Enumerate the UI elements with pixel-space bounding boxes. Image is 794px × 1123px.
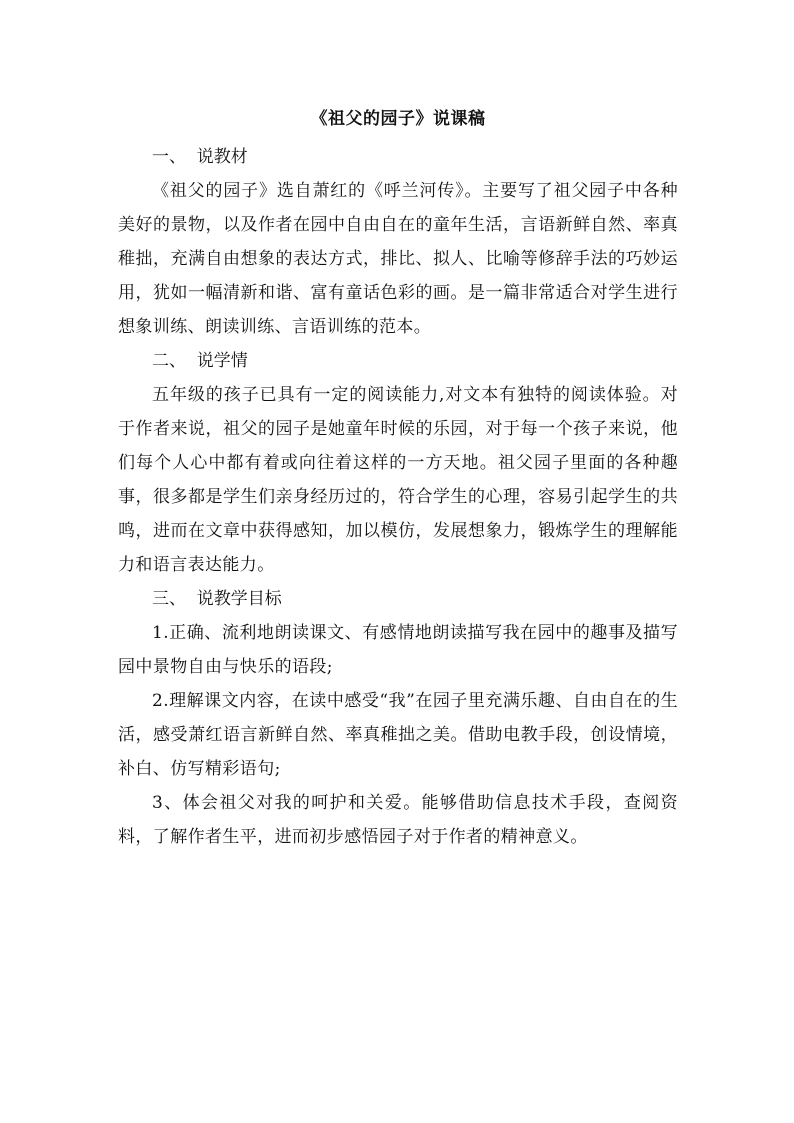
paragraph-teaching-material: 《祖父的园子》选自萧红的《呼兰河传》。主要写了祖父园子中各种美好的景物，以及作者在园中自由自在的童年生活，言语新鲜自然、率真稚拙，充满自由想象的表达方式，排比、拟人、比喻等修辞手法的巧妙运用，犹如一幅清新和谐、富有童话色彩的画。是一篇非常适合对学生进行想象训练、朗读训练、言语训练的范本。 (118, 181, 678, 337)
document-title: 《祖父的园子》说课稿 (310, 109, 486, 129)
section-heading-teaching-goals: 三、 说教学目标 (152, 589, 282, 609)
paragraph-student-situation: 五年级的孩子已具有一定的阅读能力,对文本有独特的阅读体验。对于作者来说，祖父的园子是她童年时候的乐园，对于每一个孩子来说，他们每个人心中都有着或向往着这样的一方天地。祖父园子里面的各种趣事，很多都是学生们亲身经历过的，符合学生的心理，容易引起学生的共鸣，进而在文章中获得感知，加以模仿，发展想象力，锻炼学生的理解能力和语言表达能力。 (118, 385, 678, 575)
paragraph-goal-3: 3、体会祖父对我的呵护和关爱。能够借助信息技术手段，查阅资料，了解作者生平，进而初步感悟园子对于作者的精神意义。 (118, 793, 678, 847)
section-heading-student-situation: 二、 说学情 (152, 351, 248, 371)
paragraph-goal-2: 2.理解课文内容，在读中感受“我”在园子里充满乐趣、自由自在的生活，感受萧红语言新鲜自然、率真稚拙之美。借助电教手段，创设情境，补白、仿写精彩语句; (118, 691, 678, 779)
document-body (118, 104, 678, 854)
paragraph-goal-1: 1.正确、流利地朗读课文、有感情地朗读描写我在园中的趣事及描写园中景物自由与快乐的语段; (118, 623, 678, 677)
section-heading-teaching-material: 一、 说教材 (152, 147, 248, 167)
